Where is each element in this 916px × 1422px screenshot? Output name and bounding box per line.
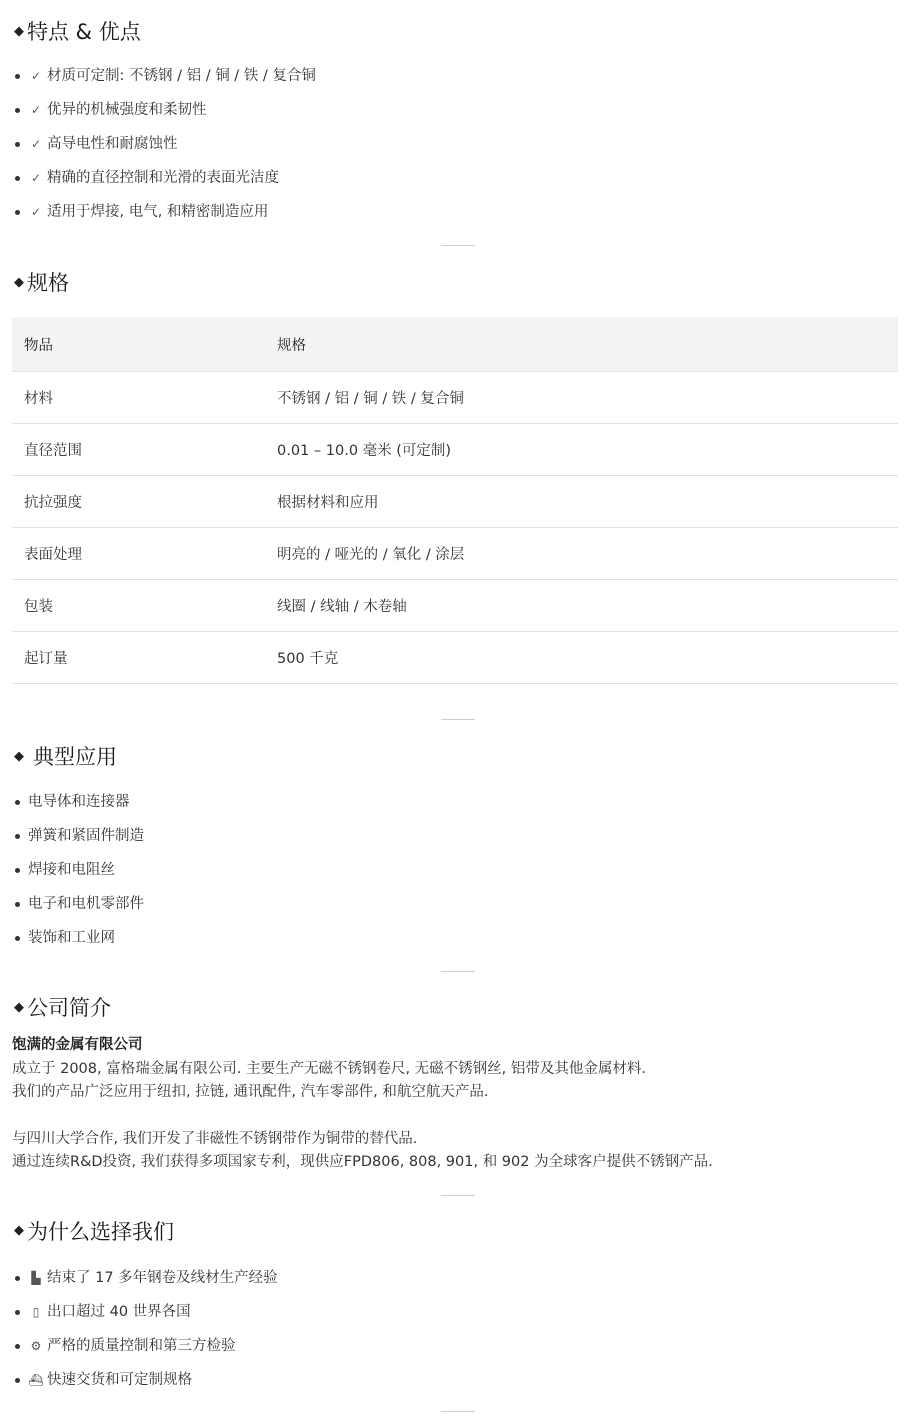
list-item [28, 161, 904, 195]
list-item: 电子和电机零部件 [28, 887, 904, 921]
check-icon: ✓ [30, 103, 42, 117]
table-cell: 根据材料和应用 [265, 476, 898, 528]
table-cell: 包装 [12, 580, 265, 632]
check-icon: ✓ [30, 69, 42, 83]
table-header-row [12, 317, 898, 372]
list-item-text: 精确的直径控制和光滑的表面光洁度 [47, 170, 279, 186]
list-item-text: 材质可定制: 不锈钢 / 铝 / 铜 / 铁 / 复合铜 [47, 68, 316, 84]
list-item-text: 高导电性和耐腐蚀性 [47, 136, 178, 152]
list-item [28, 93, 904, 127]
why-title: 为什么选择我们 [27, 1219, 174, 1244]
list-item-text: 结束了 17 多年钢卷及线材生产经验 [47, 1269, 278, 1286]
company-text-line: 成立于 2008, 富格瑞金属有限公司. 主要生产无磁不锈钢卷尺, 无磁不锈钢丝, 铝带及其他金属材料. [12, 1060, 646, 1077]
ship-icon: ⛴ [28, 1372, 44, 1387]
diamond-icon: ◆ [14, 23, 24, 39]
company-title: 公司简介 [27, 996, 111, 1020]
column-header-spec: 规格 [265, 317, 898, 372]
applications-heading [12, 741, 904, 771]
features-list [12, 59, 904, 229]
diamond-icon: ◆ [14, 274, 24, 290]
specs-title: 规格 [27, 271, 69, 295]
company-text-line: 通过连续R&D投资, 我们获得多项国家专利，现供应FPD806, 808, 901, 和 902 为全球客户提供不锈钢产品. [12, 1154, 713, 1170]
list-item-text: 适用于焊接, 电气, 和精密制造应用 [47, 204, 269, 220]
table-row [12, 580, 898, 632]
table-row [12, 372, 898, 424]
list-item [28, 59, 904, 93]
applications-title: 典型应用 [33, 745, 117, 769]
spec-table [12, 317, 898, 684]
table-cell: 不锈钢 / 铝 / 铜 / 铁 / 复合铜 [265, 372, 898, 424]
list-item-text: 优异的机械强度和柔韧性 [47, 102, 207, 118]
why-heading [12, 1216, 904, 1246]
table-cell: 抗拉强度 [12, 476, 265, 528]
list-item: 焊接和电阻丝 [28, 853, 904, 887]
table-cell: 起订量 [12, 632, 265, 684]
table-cell: 线圈 / 线轴 / 木卷轴 [265, 580, 898, 632]
table-cell: 500 千克 [265, 632, 898, 684]
check-icon: ✓ [30, 171, 42, 185]
list-item [28, 1329, 904, 1363]
table-row [12, 632, 898, 684]
list-item: 弹簧和紧固件制造 [28, 819, 904, 853]
table-row [12, 424, 898, 476]
check-icon: ✓ [30, 205, 42, 219]
applications-list [12, 785, 904, 955]
list-item [28, 1295, 904, 1329]
company-intro [12, 1034, 904, 1175]
diamond-icon: ◆ [14, 1223, 24, 1238]
gear-icon: ⚙ [30, 1338, 42, 1353]
globe-icon: ▯ [32, 1304, 40, 1319]
list-item [28, 127, 904, 161]
specs-heading [12, 267, 904, 297]
column-header-item: 物品 [12, 317, 265, 372]
company-name: 饱满的金属有限公司 [12, 1037, 143, 1053]
company-heading [12, 992, 904, 1022]
diamond-icon: ◆ [14, 999, 24, 1015]
company-text-line: 我们的产品广泛应用于纽扣, 拉链, 通讯配件, 汽车零部件, 和航空航天产品. [12, 1084, 489, 1100]
factory-icon: ▙ [31, 1270, 41, 1285]
table-row [12, 476, 898, 528]
list-item-text: 严格的质量控制和第三方检验 [47, 1337, 236, 1354]
section-divider [441, 1411, 475, 1412]
diamond-icon: ◆ [14, 748, 24, 764]
features-heading [12, 16, 904, 46]
list-item: 装饰和工业网 [28, 921, 904, 955]
list-item: 电导体和连接器 [28, 785, 904, 819]
features-title: 特点 & 优点 [27, 20, 141, 44]
table-cell: 材料 [12, 372, 265, 424]
table-cell: 直径范围 [12, 424, 265, 476]
table-row [12, 528, 898, 580]
company-text-line: 与四川大学合作, 我们开发了非磁性不锈钢带作为铜带的替代品. [12, 1130, 418, 1147]
list-item [28, 1261, 904, 1295]
table-cell: 0.01 – 10.0 毫米 (可定制) [265, 424, 898, 476]
list-item [28, 1363, 904, 1397]
list-item-text: 出口超过 40 世界各国 [47, 1303, 191, 1320]
list-item [28, 195, 904, 229]
table-cell: 明亮的 / 哑光的 / 氧化 / 涂层 [265, 528, 898, 580]
why-list [12, 1261, 904, 1397]
check-icon: ✓ [30, 137, 42, 151]
table-cell: 表面处理 [12, 528, 265, 580]
list-item-text: 快速交货和可定制规格 [47, 1371, 192, 1388]
